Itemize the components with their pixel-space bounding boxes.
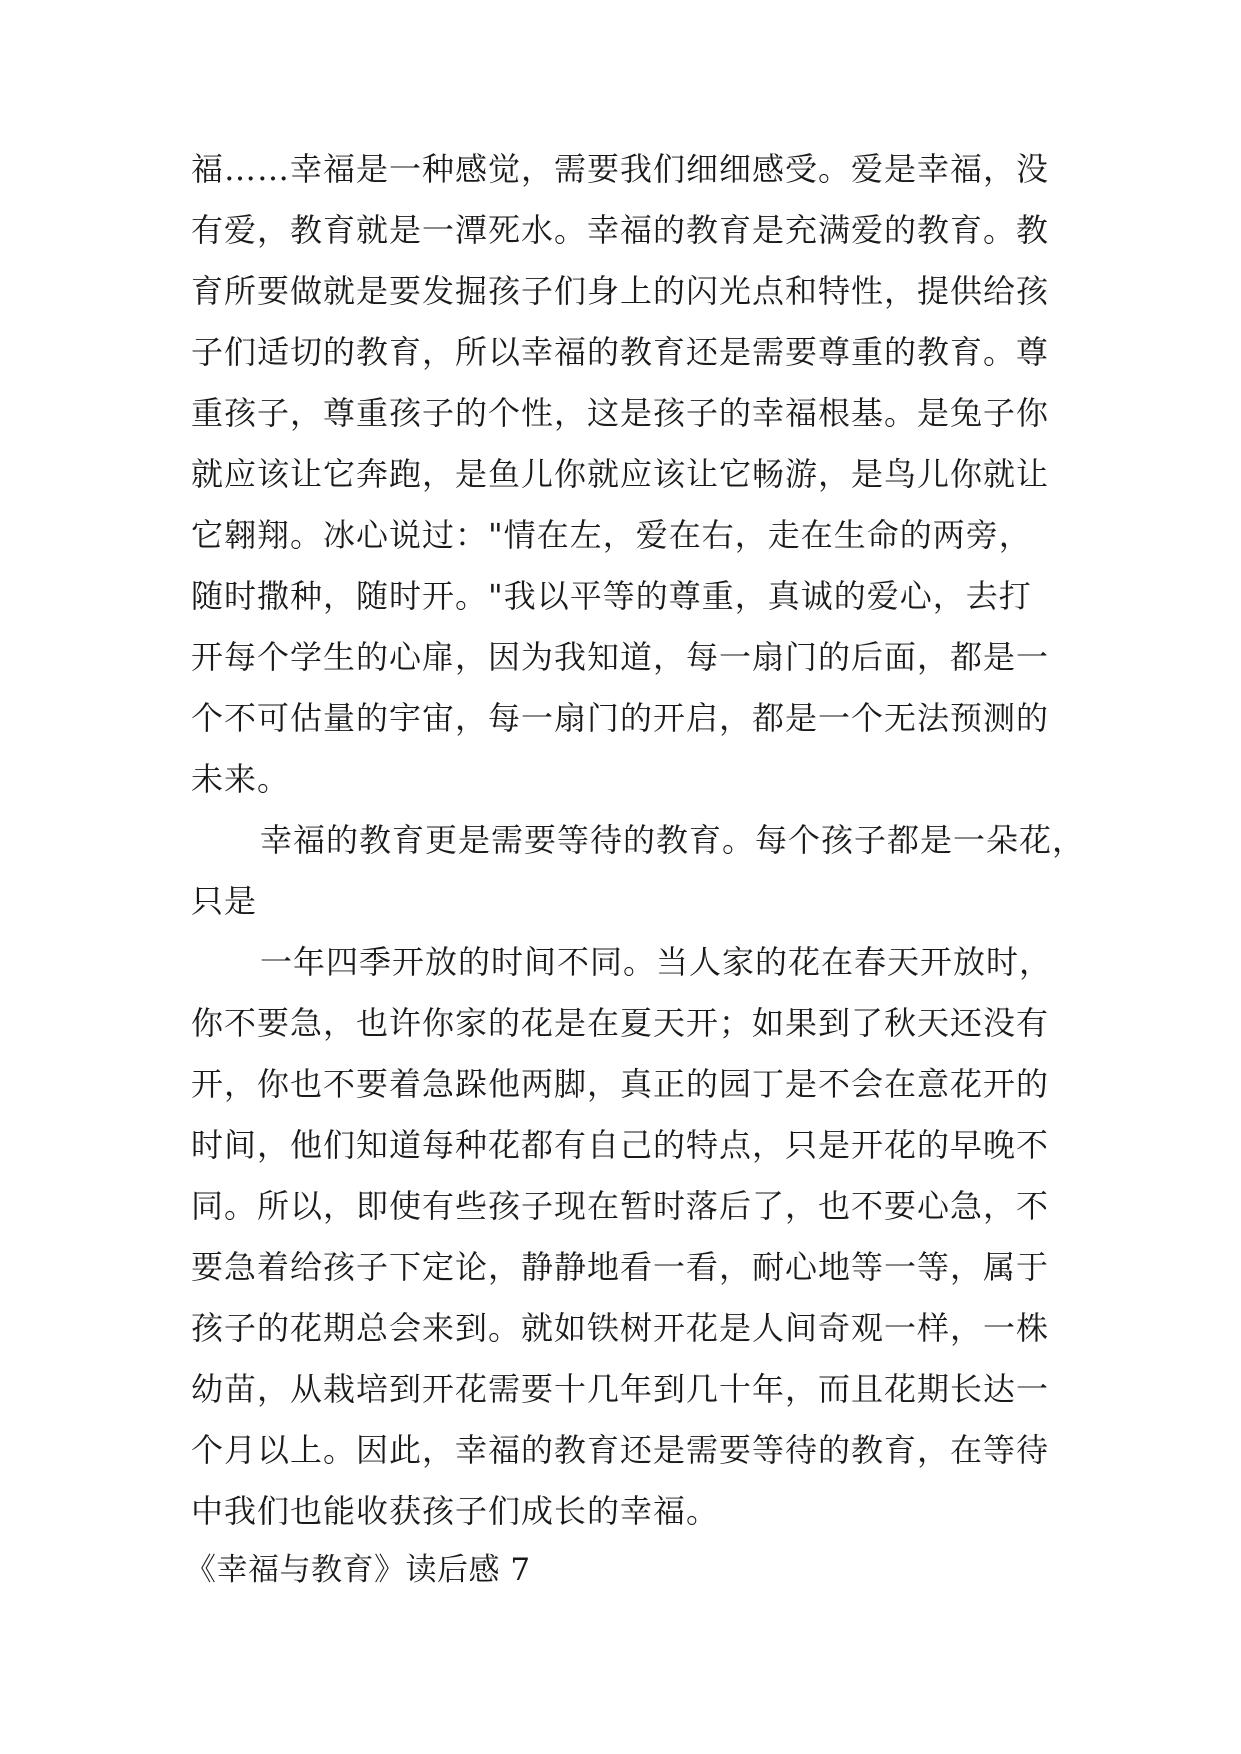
paragraph-1-line-10: 个不可估量的宇宙，每一扇门的开启，都是一个无法预测的 [191,699,1050,737]
paragraph-3-line-8: 幼苗，从栽培到开花需要十几年到几十年，而且花期长达一 [191,1370,1050,1408]
paragraph-2-line-2: 只是 [191,882,258,920]
paragraph-3-line-9: 个月以上。因此，幸福的教育还是需要等待的教育，在等待 [191,1431,1050,1469]
paragraph-1-line-1: 福……幸福是一种感觉，需要我们细细感受。爱是幸福，没 [191,150,1050,188]
paragraph-1-line-4: 子们适切的教育，所以幸福的教育还是需要尊重的教育。尊 [191,333,1050,371]
paragraph-2-line-1: 幸福的教育更是需要等待的教育。每个孩子都是一朵花， [260,821,1086,859]
paragraph-1-line-6: 就应该让它奔跑，是鱼儿你就应该让它畅游，是鸟儿你就让 [191,455,1050,493]
paragraph-1-line-5: 重孩子，尊重孩子的个性，这是孩子的幸福根基。是兔子你 [191,394,1050,432]
section-title: 《幸福与教育》读后感 7 [185,1552,531,1588]
paragraph-1-line-8: 随时撒种，随时开。"我以平等的尊重，真诚的爱心，去打 [191,577,1032,615]
paragraph-1-line-3: 育所要做就是要发掘孩子们身上的闪光点和特性，提供给孩 [191,272,1050,310]
paragraph-3-line-10: 中我们也能收获孩子们成长的幸福。 [191,1492,720,1530]
paragraph-1-line-11: 未来。 [191,760,291,798]
paragraph-3-line-5: 同。所以，即使有些孩子现在暂时落后了，也不要心急，不 [191,1187,1050,1225]
paragraph-1-line-7: 它翱翔。冰心说过："情在左，爱在右，走在生命的两旁， [191,516,1032,554]
paragraph-3-line-4: 时间，他们知道每种花都有自己的特点，只是开花的早晚不 [191,1126,1050,1164]
paragraph-1-line-2: 有爱，教育就是一潭死水。幸福的教育是充满爱的教育。教 [191,211,1050,249]
paragraph-3-line-3: 开，你也不要着急跺他两脚，真正的园丁是不会在意花开的 [191,1065,1050,1103]
paragraph-3-line-2: 你不要急，也许你家的花是在夏天开；如果到了秋天还没有 [191,1004,1050,1042]
paragraph-3-line-7: 孩子的花期总会来到。就如铁树开花是人间奇观一样，一株 [191,1309,1050,1347]
paragraph-3-line-1: 一年四季开放的时间不同。当人家的花在春天开放时， [260,943,1053,981]
paragraph-3-line-6: 要急着给孩子下定论，静静地看一看，耐心地等一等，属于 [191,1248,1050,1286]
paragraph-1-line-9: 开每个学生的心扉，因为我知道，每一扇门的后面，都是一 [191,638,1050,676]
